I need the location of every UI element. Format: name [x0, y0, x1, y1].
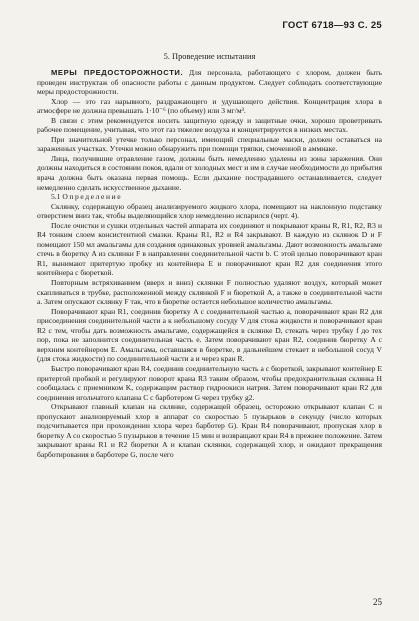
paragraph: Поворачивают кран R1, соединив бюретку A с соединительной частью a, поворачивают кран R2 для присоединения соединительной части a к небольшому сосуду V для стока жидкости и поворачивают кран R2 с тем, чтобы дать возможность амальгаме, содержащейся в склянке D, стекать через трубку f до тех пор, пока не заполнится соединительная часть e. Затем поворачивают кран R2, соединив бюретку A с верхним контейнером E. Амальгама, оставшаяся в бюретке, в дальнейшем стекает в небольшой сосуд V (для стока жидкости) по соединительной части a и через кран R. — [37, 306, 382, 364]
paragraph-safety — [37, 68, 382, 97]
paragraph: Хлор — это газ нарывного, раздражающего и удушающего действия. Концентрация хлора в атмосфере не должна превышать 1·10⁻⁶ (по объему) или 3 мг/м³. — [37, 96, 382, 116]
subsection-number: 5.1 — [51, 192, 61, 202]
paragraph: Лица, получившие отравление газом, должны быть немедленно удалены из зоны заражения. Они должны находиться в состоянии покоя, вдали от холодных мест и им в случае необходимости до прибытия врача должна быть оказана первая помощь. Если дыхание пострадавшего останавливается, следует немедленно сделать искусственное дыхание. — [37, 153, 382, 192]
paragraph-text: Для персонала, работающего с хлором, должен быть проведен инструктаж об опасности работы с данным продуктом. Следует соблюдать соответствующие меры предосторожности. — [37, 68, 382, 97]
paragraph: В связи с этим рекомендуется носить защитную одежду и защитные очки, хорошо проветривать рабочее помещение, учитывая, что этот газ тяжелее воздуха и концентрируется в низких местах. — [37, 115, 382, 135]
paragraph: При значительной утечке только персонал, имеющий специальные маски, должен оставаться на зараженных участках. Утечки можно обнаружить при помощи тряпки, смоченной в аммиаке. — [37, 134, 382, 154]
paragraph: Открывают главный клапан на склянке, содержащей образец, осторожно открывают клапан C и пропускают анализируемый хлор в аппарат со скоростью 5 пузырьков в секунду (число которых подсчитывается при прохождении хлора через барботер G). Кран R4 поворачивают, пропуская хлор в бюретку A со скоростью 5 пузырьков в течение 15 мин и возвращают кран R4 в прежнее положение. Затем закрывают краны R1 и R2 бюретки A и клапан склянки, содержащей хлор, и ожидают прекращения барботирования в барботере G, после чего — [37, 402, 382, 459]
paragraph: Быстро поворачивают кран R4, соединив соединительную часть a с бюреткой, закрывают контейнер E притертой пробкой и регулируют поворот крана R3 таким образом, чтобы предохранительная склянка H сообщалась с приемником K, содержащим раствор гидроокиси натрия. Затем поворачивают кран R2 для соединения игольчатого клапана C с барботером G через трубку g2. — [37, 363, 382, 402]
subsection-title: Определение — [62, 192, 123, 202]
page-number: 25 — [373, 597, 382, 607]
safety-heading: МЕРЫ ПРЕДОСТОРОЖНОСТИ. — [51, 68, 184, 77]
subsection-heading — [37, 192, 382, 202]
page-header: ГОСТ 6718—93 С. 25 — [282, 20, 382, 31]
paragraph: После очистки и сушки отдельных частей аппарата их соединяют и покрывают краны R, R1, R2, R3 и R4 тонким слоем консистентной смазки. Краны R1, R2 и R4 закрывают. В каждую из склянок D и F помещают 150 мл амальгамы для создания одинаковых уровней амальгамы. Дают возможность амальгаме стечь в бюретку A из склянки F в направлении соединительной части b. С этой целью поворачивают кран R1, вынимают притертую пробку из контейнера E и поворачивают кран R2 для соединения этого контейнера с бюреткой. — [37, 220, 382, 278]
document-body — [37, 68, 382, 459]
section-title: 5. Проведение испытания — [163, 52, 256, 61]
paragraph: Повторным встряхиванием (вверх и вниз) склянки F полностью удаляют воздух, который может скапливаться в трубке, расположенной между склянкой F и бюреткой A, а также в соединительной части a. Затем опускают склянку F так, что в бюретке остается небольшое количество амальгамы. — [37, 278, 382, 307]
paragraph: Склянку, содержащую образец анализируемого жидкого хлора, помещают на наклонную подставку отверстием вниз так, чтобы выделяющийся хлор немедленно испарился (черт. 4). — [37, 201, 382, 221]
